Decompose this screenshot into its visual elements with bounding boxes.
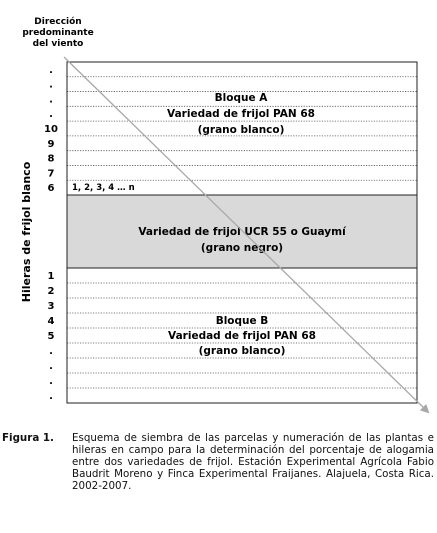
- block-b-variety: Variedad de frijol PAN 68: [168, 330, 316, 342]
- block-b-row-label: .: [49, 346, 53, 357]
- block-b-row-label: 3: [47, 301, 55, 312]
- block-a-row-labels: [44, 65, 58, 194]
- middle-block-variety: Variedad de frijol UCR 55 o Guaymí: [138, 226, 346, 238]
- block-a-grain: (grano blanco): [197, 124, 285, 136]
- block-b-title: Bloque B: [215, 315, 269, 327]
- figure-caption-text: Esquema de siembra de las parcelas y numeración de las plantas e hileras en campo para la determinación del porcentaje de alogamia entre dos variedades de frijol. Estación Experimental Agrícola Fabio Baudrit Moreno y Finca Experimental Fraijanes. Alajuela, Costa Rica. 2002-2007.: [72, 432, 434, 492]
- block-a-row-label: .: [49, 94, 53, 106]
- block-a-row-label: 9: [47, 138, 55, 150]
- block-a-row-label: 6: [47, 183, 55, 195]
- block-b-row-label: 5: [47, 331, 55, 342]
- block-b-grain: (grano blanco): [198, 345, 286, 357]
- block-b-row-label: .: [49, 376, 53, 387]
- block-a: [44, 65, 417, 194]
- block-a-row-label: 10: [44, 124, 58, 135]
- block-b-row-label: .: [49, 361, 53, 372]
- block-a-title: Bloque A: [214, 92, 268, 104]
- block-b: [48, 271, 417, 402]
- block-b-row-label: 4: [47, 316, 55, 327]
- rows-axis-label: Hileras de frijol blanco: [20, 161, 33, 303]
- block-a-row-label: .: [49, 109, 53, 121]
- block-b-row-label: 2: [47, 286, 55, 297]
- block-a-row-label: 7: [47, 168, 55, 180]
- block-b-row-labels: [48, 271, 55, 402]
- block-a-row-label: 8: [47, 153, 55, 165]
- figure-label: Figura 1.: [2, 432, 54, 444]
- wind-label-line-3: del viento: [32, 39, 84, 49]
- block-a-row-label: .: [49, 64, 53, 76]
- middle-block-grain: (grano negro): [200, 242, 284, 254]
- plant-sequence-label: 1, 2, 3, 4 … n: [72, 183, 135, 193]
- block-a-row-label: .: [49, 79, 53, 91]
- block-a-variety: Variedad de frijol PAN 68: [167, 108, 315, 120]
- wind-label-line-1: Dirección: [34, 17, 82, 27]
- block-b-row-label: .: [49, 391, 53, 402]
- wind-label-line-2: predominante: [22, 28, 94, 38]
- block-b-row-label: 1: [47, 271, 55, 282]
